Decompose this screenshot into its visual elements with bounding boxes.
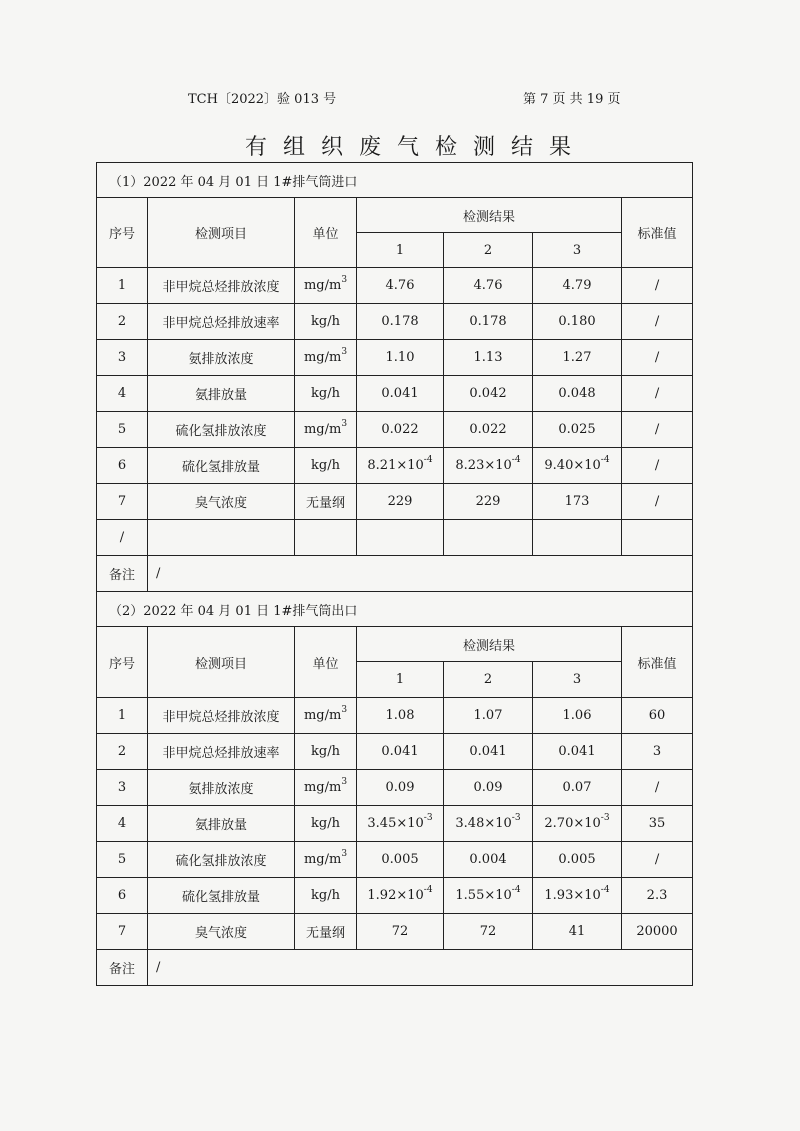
table-row bbox=[97, 304, 693, 340]
cell-seq: 2 bbox=[97, 304, 148, 340]
col-header-r2: 2 bbox=[444, 662, 533, 698]
col-header-r3: 3 bbox=[533, 233, 622, 268]
cell-seq: 3 bbox=[97, 770, 148, 806]
cell-result-1: $1.92\times 10^{-4}$ bbox=[357, 878, 444, 914]
table-row bbox=[97, 914, 693, 950]
cell-result-2: 1.07 bbox=[444, 698, 533, 734]
cell-seq: 5 bbox=[97, 842, 148, 878]
cell-std: 60 bbox=[622, 698, 693, 734]
col-header-r2: 2 bbox=[444, 233, 533, 268]
cell-unit: kg/h bbox=[295, 376, 357, 412]
cell-result-3: 4.79 bbox=[533, 268, 622, 304]
cell-unit: $mg/m^3$ bbox=[295, 268, 357, 304]
cell-unit: kg/h bbox=[295, 806, 357, 842]
cell-result-3 bbox=[533, 520, 622, 556]
cell-result-2: 0.09 bbox=[444, 770, 533, 806]
col-header-r1: 1 bbox=[357, 233, 444, 268]
cell-seq: / bbox=[97, 520, 148, 556]
cell-unit: $mg/m^3$ bbox=[295, 770, 357, 806]
cell-result-1: 229 bbox=[357, 484, 444, 520]
cell-result-2: 0.042 bbox=[444, 376, 533, 412]
table-row bbox=[97, 268, 693, 304]
cell-result-1: $8.21\times 10^{-4}$ bbox=[357, 448, 444, 484]
cell-seq: 3 bbox=[97, 340, 148, 376]
cell-std: 35 bbox=[622, 806, 693, 842]
cell-item: 氨排放量 bbox=[148, 806, 295, 842]
cell-result-2: 72 bbox=[444, 914, 533, 950]
page-info: 第 7 页 共 19 页 bbox=[523, 92, 621, 107]
cell-std: 20000 bbox=[622, 914, 693, 950]
cell-result-2: 0.022 bbox=[444, 412, 533, 448]
table-row bbox=[97, 520, 693, 556]
cell-std: / bbox=[622, 770, 693, 806]
cell-std: / bbox=[622, 842, 693, 878]
col-header-seq: 序号 bbox=[97, 198, 148, 268]
col-header-std: 标准值 bbox=[622, 198, 693, 268]
outlet-results-table bbox=[96, 591, 693, 986]
cell-seq: 1 bbox=[97, 698, 148, 734]
note-value: / bbox=[148, 950, 693, 986]
cell-unit: 无量纲 bbox=[295, 914, 357, 950]
col-header-r3: 3 bbox=[533, 662, 622, 698]
cell-item: 硫化氢排放量 bbox=[148, 878, 295, 914]
cell-item: 氨排放浓度 bbox=[148, 770, 295, 806]
cell-item bbox=[148, 520, 295, 556]
cell-item: 硫化氢排放浓度 bbox=[148, 412, 295, 448]
cell-seq: 7 bbox=[97, 484, 148, 520]
cell-result-3: $1.93\times 10^{-4}$ bbox=[533, 878, 622, 914]
cell-result-1 bbox=[357, 520, 444, 556]
cell-result-1: $3.45\times 10^{-3}$ bbox=[357, 806, 444, 842]
cell-result-1: 0.178 bbox=[357, 304, 444, 340]
col-header-seq: 序号 bbox=[97, 627, 148, 698]
col-header-r1: 1 bbox=[357, 662, 444, 698]
cell-result-3: 0.180 bbox=[533, 304, 622, 340]
cell-seq: 6 bbox=[97, 448, 148, 484]
cell-result-1: 1.10 bbox=[357, 340, 444, 376]
cell-unit: $mg/m^3$ bbox=[295, 842, 357, 878]
cell-result-2: 0.004 bbox=[444, 842, 533, 878]
cell-result-2: 0.041 bbox=[444, 734, 533, 770]
cell-item: 硫化氢排放浓度 bbox=[148, 842, 295, 878]
cell-result-1: 0.09 bbox=[357, 770, 444, 806]
cell-item: 硫化氢排放量 bbox=[148, 448, 295, 484]
cell-result-3: $9.40\times 10^{-4}$ bbox=[533, 448, 622, 484]
cell-std: / bbox=[622, 484, 693, 520]
cell-result-1: 4.76 bbox=[357, 268, 444, 304]
cell-result-2: 4.76 bbox=[444, 268, 533, 304]
cell-result-3: 1.06 bbox=[533, 698, 622, 734]
cell-result-1: 0.005 bbox=[357, 842, 444, 878]
cell-std: 3 bbox=[622, 734, 693, 770]
cell-item: 氨排放量 bbox=[148, 376, 295, 412]
table-row bbox=[97, 878, 693, 914]
table-row bbox=[97, 770, 693, 806]
document-number: TCH〔2022〕验 013 号 bbox=[188, 92, 337, 107]
cell-std: / bbox=[622, 412, 693, 448]
cell-std: / bbox=[622, 304, 693, 340]
cell-std: 2.3 bbox=[622, 878, 693, 914]
cell-result-3: 0.07 bbox=[533, 770, 622, 806]
col-header-item: 检测项目 bbox=[148, 627, 295, 698]
cell-unit: kg/h bbox=[295, 304, 357, 340]
table-row bbox=[97, 806, 693, 842]
cell-result-3: 0.048 bbox=[533, 376, 622, 412]
cell-result-3: 0.025 bbox=[533, 412, 622, 448]
cell-seq: 4 bbox=[97, 376, 148, 412]
col-header-result: 检测结果 bbox=[357, 198, 622, 233]
cell-std: / bbox=[622, 376, 693, 412]
table-row bbox=[97, 412, 693, 448]
cell-result-3: 173 bbox=[533, 484, 622, 520]
section-title: （2）2022 年 04 月 01 日 1#排气筒出口 bbox=[97, 592, 693, 627]
table-row bbox=[97, 448, 693, 484]
cell-result-3: 0.041 bbox=[533, 734, 622, 770]
inlet-results-table bbox=[96, 162, 693, 592]
cell-item: 非甲烷总烃排放浓度 bbox=[148, 698, 295, 734]
cell-unit: $mg/m^3$ bbox=[295, 698, 357, 734]
page-title: 有组织废气检测结果 bbox=[244, 135, 587, 160]
cell-unit: $mg/m^3$ bbox=[295, 412, 357, 448]
cell-unit: kg/h bbox=[295, 878, 357, 914]
cell-std: / bbox=[622, 268, 693, 304]
note-value: / bbox=[148, 556, 693, 592]
cell-result-3: $2.70\times 10^{-3}$ bbox=[533, 806, 622, 842]
col-header-unit: 单位 bbox=[295, 627, 357, 698]
cell-std bbox=[622, 520, 693, 556]
cell-unit: kg/h bbox=[295, 734, 357, 770]
col-header-unit: 单位 bbox=[295, 198, 357, 268]
cell-item: 臭气浓度 bbox=[148, 484, 295, 520]
cell-item: 非甲烷总烃排放浓度 bbox=[148, 268, 295, 304]
cell-unit: kg/h bbox=[295, 448, 357, 484]
cell-result-2: $8.23\times 10^{-4}$ bbox=[444, 448, 533, 484]
cell-result-3: 0.005 bbox=[533, 842, 622, 878]
table-row bbox=[97, 734, 693, 770]
table-row bbox=[97, 484, 693, 520]
cell-unit bbox=[295, 520, 357, 556]
cell-result-1: 0.022 bbox=[357, 412, 444, 448]
section-title: （1）2022 年 04 月 01 日 1#排气筒进口 bbox=[97, 163, 693, 198]
cell-seq: 7 bbox=[97, 914, 148, 950]
table-row bbox=[97, 842, 693, 878]
cell-result-1: 1.08 bbox=[357, 698, 444, 734]
cell-seq: 1 bbox=[97, 268, 148, 304]
cell-result-2: 1.13 bbox=[444, 340, 533, 376]
cell-item: 氨排放浓度 bbox=[148, 340, 295, 376]
cell-item: 非甲烷总烃排放速率 bbox=[148, 734, 295, 770]
cell-item: 非甲烷总烃排放速率 bbox=[148, 304, 295, 340]
cell-result-2: $3.48\times 10^{-3}$ bbox=[444, 806, 533, 842]
note-label: 备注 bbox=[97, 950, 148, 986]
cell-unit: 无量纲 bbox=[295, 484, 357, 520]
cell-std: / bbox=[622, 448, 693, 484]
cell-result-1: 0.041 bbox=[357, 734, 444, 770]
cell-seq: 4 bbox=[97, 806, 148, 842]
col-header-std: 标准值 bbox=[622, 627, 693, 698]
table-row bbox=[97, 376, 693, 412]
cell-seq: 2 bbox=[97, 734, 148, 770]
cell-unit: $mg/m^3$ bbox=[295, 340, 357, 376]
cell-result-3: 41 bbox=[533, 914, 622, 950]
cell-result-2: 0.178 bbox=[444, 304, 533, 340]
cell-result-2: 229 bbox=[444, 484, 533, 520]
cell-result-2: $1.55\times 10^{-4}$ bbox=[444, 878, 533, 914]
col-header-result: 检测结果 bbox=[357, 627, 622, 662]
cell-seq: 6 bbox=[97, 878, 148, 914]
cell-item: 臭气浓度 bbox=[148, 914, 295, 950]
cell-std: / bbox=[622, 340, 693, 376]
cell-result-1: 0.041 bbox=[357, 376, 444, 412]
table-row bbox=[97, 340, 693, 376]
cell-result-2 bbox=[444, 520, 533, 556]
cell-result-1: 72 bbox=[357, 914, 444, 950]
table-row bbox=[97, 698, 693, 734]
cell-result-3: 1.27 bbox=[533, 340, 622, 376]
note-label: 备注 bbox=[97, 556, 148, 592]
cell-seq: 5 bbox=[97, 412, 148, 448]
col-header-item: 检测项目 bbox=[148, 198, 295, 268]
